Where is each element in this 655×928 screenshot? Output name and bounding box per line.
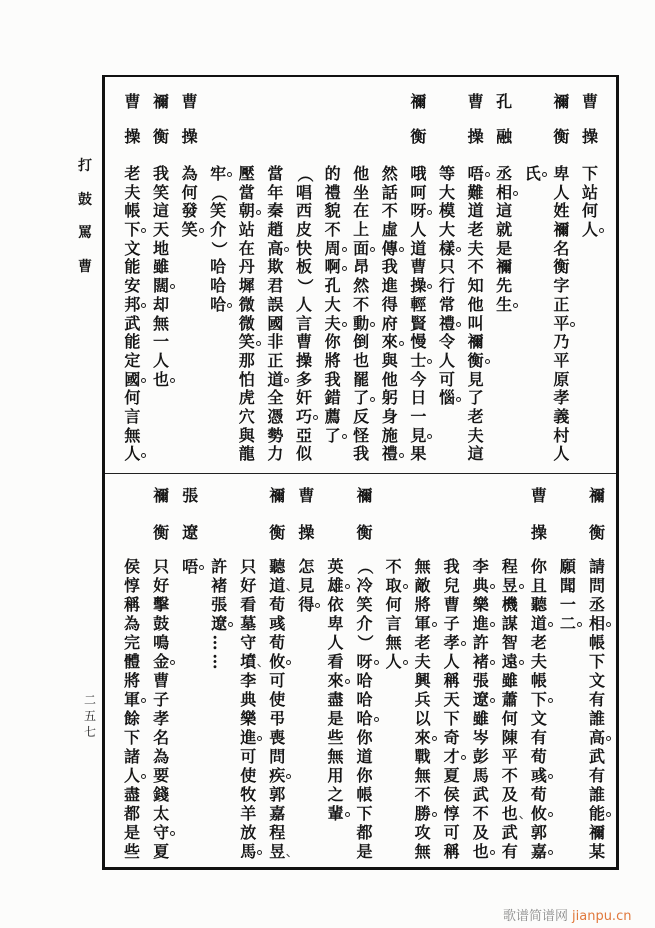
watermark-site-name: 歌谱简谱网: [503, 909, 569, 924]
script-column: [265, 76, 285, 473]
speaker-name: 曹 操: [124, 92, 141, 146]
script-column: [442, 475, 462, 870]
speaker-name: 張 遼: [182, 486, 199, 542]
speaker-name: 禰 衡: [356, 486, 373, 542]
dialogue-text: 侯 惇 稱 為 完 體 將 軍 餘 下 諸 人 盡 都 是 些: [122, 557, 142, 861]
dialogue-text: 老 夫 帳 下 文 能 安 邦 武 能 定 國 何 言 無 人: [122, 165, 142, 464]
script-column: [551, 76, 571, 473]
script-column: [437, 76, 457, 473]
script-column: [384, 475, 404, 870]
dialogue-text: 英 雄 依 卑 人 看 來 盡 是 些 無 用 之 輩: [326, 557, 346, 823]
lower-section: [0, 475, 655, 870]
speaker-name: 禰 衡: [269, 486, 286, 542]
speaker-name: 禰 衡: [410, 92, 427, 146]
script-column: [380, 76, 400, 473]
script-column: [351, 76, 371, 473]
script-column: [413, 475, 433, 870]
script-column: [466, 76, 486, 473]
dialogue-text: 為 何 發 笑: [180, 165, 200, 240]
dialogue-text: 李 典 樂 進 許 褚 張 遼 雖 岑 彭 馬 武 不 及 也: [471, 557, 491, 861]
script-column: [122, 475, 142, 870]
script-column: [580, 76, 600, 473]
dialogue-text: 無 敵 將 軍 老 夫 興 兵 以 來 戰 無 不 勝 攻 無: [413, 557, 433, 861]
dialogue-text: 氏: [523, 165, 543, 184]
speaker-name: 曹 操: [298, 486, 315, 542]
script-column: [326, 475, 346, 870]
speaker-name: 曹 操: [530, 486, 547, 542]
script-column: [296, 475, 316, 870]
speaker-name: 曹 操: [467, 92, 484, 146]
dialogue-text: 唔 難 道 老 夫 不 知 他 叫 禰 衡 見 了 老 夫 這: [466, 165, 486, 464]
script-column: [209, 475, 229, 870]
dialogue-text: 聽 道 荀 彧 荀 攸 可 使 弔 喪 問 疾 郭 嘉 程 昱: [267, 557, 287, 861]
script-column: [355, 475, 375, 870]
script-column: [529, 475, 549, 870]
script-column: [523, 76, 543, 473]
dialogue-text: 許 褚 張 遼 … …: [209, 557, 229, 671]
upper-section: [0, 76, 655, 473]
dialogue-text: 只 好 擊 鼓 鳴 金 曹 子 孝 名 為 要 錢 太 守 夏: [151, 557, 171, 861]
script-column: [180, 76, 200, 473]
dialogue-text: 只 好 看 墓 守 墳 李 典 樂 進 可 使 牧 羊 放 馬: [238, 557, 258, 861]
speaker-name: 曹 操: [581, 92, 598, 146]
speaker-name: 禰 衡: [153, 486, 170, 542]
dialogue-text: 唔: [180, 557, 200, 576]
sung-verse-text: 壓 當 朝 站 在 丹 墀 微 微 笑 那 怕 虎 穴 與 龍: [237, 165, 257, 464]
script-column: [500, 475, 520, 870]
dialogue-text: 下 站 何 人: [580, 165, 600, 240]
speaker-name: 禰 衡: [553, 92, 570, 146]
dialogue-text: 我 笑 這 天 地 雖 闊 却 無 一 人 也: [151, 165, 171, 389]
script-column: [471, 475, 491, 870]
dialogue-text: 哦 呵 呀 人 道 曹 操 輕 賢 慢 士 今 日 一 見 果: [408, 165, 428, 464]
script-column: [180, 475, 200, 870]
dialogue-text: 卑 人 姓 禰 名 衡 字 正 平 乃 平 原 孝 義 村 人: [551, 165, 571, 464]
site-watermark: [503, 905, 631, 924]
dialogue-text: 牢 （ 笑 介 ） 哈 哈 哈: [208, 165, 228, 315]
script-column: [558, 475, 578, 870]
script-column: [587, 475, 607, 870]
script-column: [494, 76, 514, 473]
script-column: [122, 76, 142, 473]
script-column: [151, 76, 171, 473]
sung-verse-text: 當 年 秦 趙 高 欺 君 誤 國 非 正 道 全 憑 勢 力: [265, 165, 285, 464]
watermark-domain: jianpu.cn: [572, 909, 632, 924]
script-column: [323, 76, 343, 473]
dialogue-text: 你 且 聽 道 老 夫 帳 下 文 有 荀 彧 荀 攸 郭 嘉: [529, 557, 549, 861]
script-column: [237, 76, 257, 473]
speaker-name: 禰 衡: [152, 92, 169, 146]
script-column: [151, 475, 171, 870]
section-divider: [105, 473, 616, 474]
script-column: [267, 475, 287, 870]
script-column: [408, 76, 428, 473]
dialogue-text: 的 禮 貌 不 周 啊 孔 大 夫 你 將 我 錯 薦 了: [323, 165, 343, 445]
running-title: 打 鼓 罵 曹: [78, 158, 92, 275]
dialogue-text: 等 大 模 大 樣 只 行 常 禮 令 人 可 惱: [437, 165, 457, 408]
dialogue-text: 丞 相 這 就 是 禰 先 生: [494, 165, 514, 315]
dialogue-text: 程 昱 機 謀 智 遠 雖 蕭 何 陳 平 不 及 也 武 有: [500, 557, 520, 861]
dialogue-text: 不 取 何 言 無 人: [384, 557, 404, 671]
dialogue-text: （ 冷 笑 介 ） 呀 哈 哈 哈 你 道 你 帳 下 都 是: [355, 557, 375, 861]
dialogue-text: 然 話 不 虛 傳 我 進 得 府 來 與 他 躬 身 施 禮: [380, 165, 400, 464]
script-column: [238, 475, 258, 870]
dialogue-text: 怎 見 得: [296, 557, 316, 614]
speaker-name: 曹 操: [181, 92, 198, 146]
sung-verse-text: （ 唱 西 皮 快 板 ） 人 言 曹 操 多 奸 巧 亞 似: [294, 165, 314, 464]
script-column: [294, 76, 314, 473]
speaker-name: 孔 融: [496, 92, 513, 146]
speaker-name: 禰 衡: [588, 486, 605, 542]
dialogue-text: 他 坐 在 上 面 昂 然 不 動 倒 也 罷 了 反 怪 我: [351, 165, 371, 464]
script-column: [208, 76, 228, 473]
dialogue-text: 願 聞 一 二: [558, 557, 578, 633]
dialogue-text: 我 兒 曹 子 孝 人 稱 天 下 奇 才 夏 侯 惇 可 稱: [442, 557, 462, 861]
page-number: 二 五 七: [83, 693, 96, 739]
dialogue-text: 請 問 丞 相 帳 下 文 有 誰 高 武 有 誰 能 禰 某: [587, 557, 607, 861]
